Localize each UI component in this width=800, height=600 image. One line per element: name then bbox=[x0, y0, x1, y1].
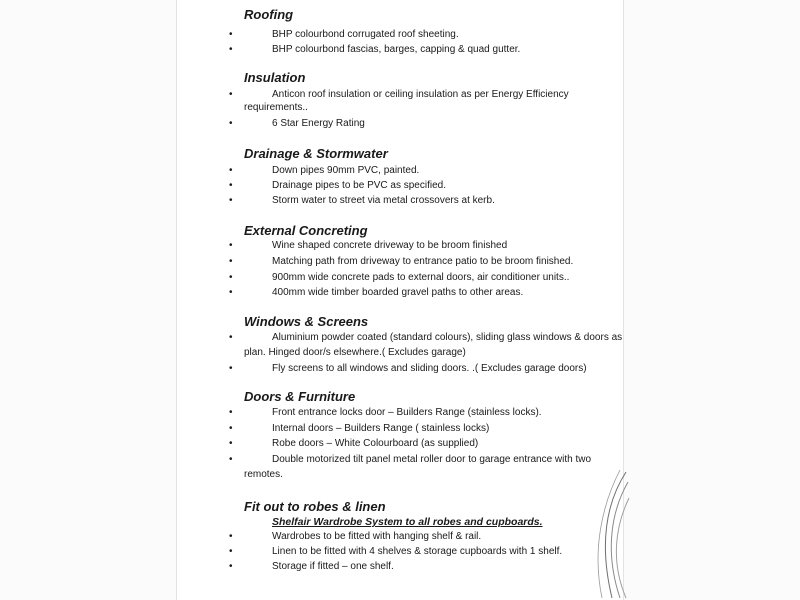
list-item-text: Fly screens to all windows and sliding doors. .( Excludes garage doors) bbox=[272, 363, 587, 374]
list-item-text: Linen to be fitted with 4 shelves & storage cupboards with 1 shelf. bbox=[272, 546, 563, 557]
section-heading: Doors & Furniture bbox=[244, 389, 356, 404]
list-item-text: Front entrance locks door – Builders Range (stainless locks). bbox=[272, 407, 542, 418]
decorative-swirl bbox=[590, 470, 630, 600]
bullet-icon: • bbox=[229, 89, 233, 100]
section-heading: External Concreting bbox=[244, 223, 368, 238]
list-item-text: remotes. bbox=[244, 469, 283, 480]
list-item-text: Drainage pipes to be PVC as specified. bbox=[272, 180, 446, 191]
bullet-icon: • bbox=[229, 332, 233, 343]
section-heading: Drainage & Stormwater bbox=[244, 146, 388, 161]
bullet-icon: • bbox=[229, 454, 233, 465]
list-item-text: Wine shaped concrete driveway to be broom finished bbox=[272, 240, 508, 251]
bullet-icon: • bbox=[229, 546, 233, 557]
list-item-text: Matching path from driveway to entrance patio to be broom finished. bbox=[272, 256, 574, 267]
section-heading: Fit out to robes & linen bbox=[244, 499, 386, 514]
bullet-icon: • bbox=[229, 423, 233, 434]
bullet-icon: • bbox=[229, 180, 233, 191]
list-item-text: plan. Hinged door/s elsewhere.( Excludes garage) bbox=[244, 347, 466, 358]
list-item-text: Internal doors – Builders Range ( stainless locks) bbox=[272, 423, 490, 434]
bullet-icon: • bbox=[229, 256, 233, 267]
bullet-icon: • bbox=[229, 195, 233, 206]
list-item-text: 6 Star Energy Rating bbox=[272, 118, 365, 129]
list-item-text: Storm water to street via metal crossovers at kerb. bbox=[272, 195, 495, 206]
bullet-icon: • bbox=[229, 240, 233, 251]
bullet-icon: • bbox=[229, 29, 233, 40]
list-item-text: Double motorized tilt panel metal roller door to garage entrance with two bbox=[272, 454, 592, 465]
list-item-text: Anticon roof insulation or ceiling insulation as per Energy Efficiency bbox=[272, 89, 569, 100]
list-item-text: Robe doors – White Colourboard (as supplied) bbox=[272, 438, 479, 449]
bullet-icon: • bbox=[229, 363, 233, 374]
section-heading: Insulation bbox=[244, 70, 306, 85]
list-item-text: Wardrobes to be fitted with hanging shelf & rail. bbox=[272, 531, 482, 542]
list-item-text: Down pipes 90mm PVC, painted. bbox=[272, 165, 420, 176]
page-edge-left bbox=[176, 0, 177, 600]
bullet-icon: • bbox=[229, 165, 233, 176]
section-subheading: Shelfair Wardrobe System to all robes and cupboards. bbox=[272, 516, 543, 528]
list-item-text: BHP colourbond fascias, barges, capping & quad gutter. bbox=[272, 44, 521, 55]
bullet-icon: • bbox=[229, 438, 233, 449]
section-heading: Roofing bbox=[244, 7, 294, 22]
list-item-text: Aluminium powder coated (standard colours), sliding glass windows & doors as bbox=[272, 332, 623, 343]
bullet-icon: • bbox=[229, 118, 233, 129]
bullet-icon: • bbox=[229, 531, 233, 542]
list-item-text: BHP colourbond corrugated roof sheeting. bbox=[272, 29, 459, 40]
list-item-text: 900mm wide concrete pads to external doors, air conditioner units.. bbox=[272, 272, 570, 283]
section-heading: Windows & Screens bbox=[244, 314, 369, 329]
list-item-text: 400mm wide timber boarded gravel paths to other areas. bbox=[272, 287, 524, 298]
bullet-icon: • bbox=[229, 561, 233, 572]
list-item-text: requirements.. bbox=[244, 102, 308, 113]
bullet-icon: • bbox=[229, 272, 233, 283]
bullet-icon: • bbox=[229, 44, 233, 55]
bullet-icon: • bbox=[229, 287, 233, 298]
list-item-text: Storage if fitted – one shelf. bbox=[272, 561, 394, 572]
bullet-icon: • bbox=[229, 407, 233, 418]
